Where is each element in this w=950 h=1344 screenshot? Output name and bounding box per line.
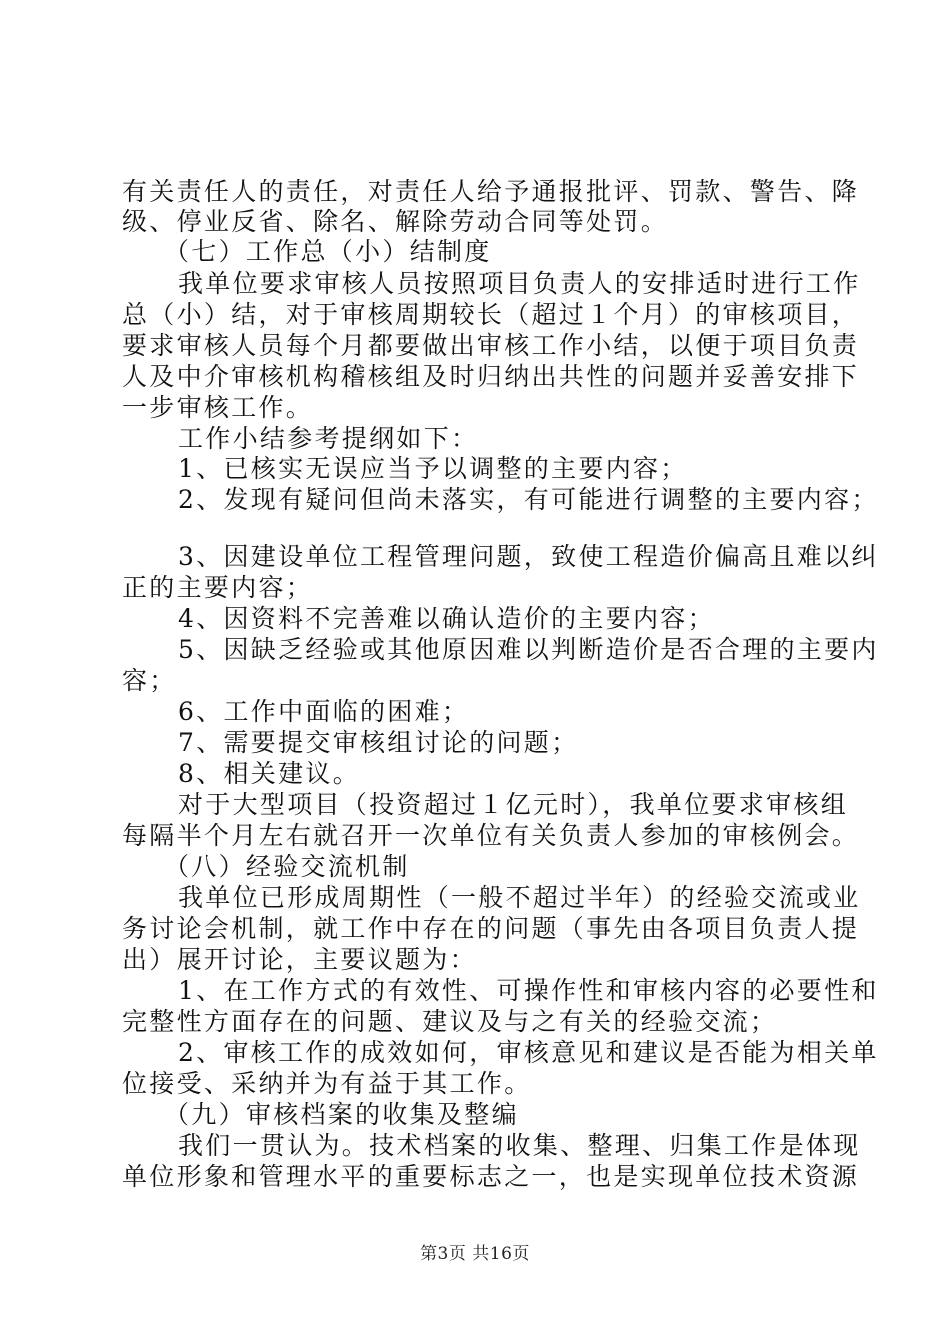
list-item: 1、已核实无误应当予以调整的主要内容；	[178, 454, 688, 483]
text-line: 每隔半个月左右就召开一次单位有关负责人参加的审核例会。	[122, 821, 860, 850]
text-line: 务讨论会机制，就工作中存在的问题（事先由各项目负责人提	[122, 914, 860, 943]
section-heading: （八）经验交流机制	[164, 852, 410, 881]
text-line: 单位形象和管理水平的重要标志之一，也是实现单位技术资源	[122, 1162, 860, 1191]
text-line: 对于大型项目（投资超过１亿元时），我单位要求审核组	[178, 790, 849, 819]
list-item: 4、因资料不完善难以确认造价的主要内容；	[178, 604, 715, 633]
list-item: 2、审核工作的成效如何，审核意见和建议是否能为相关单	[178, 1038, 879, 1067]
text-line: 工作小结参考提纲如下：	[178, 424, 479, 453]
text-line: 正的主要内容；	[122, 573, 314, 602]
text-line: 我单位要求审核人员按照项目负责人的安排适时进行工作	[178, 269, 861, 298]
page-number-footer: 第3页 共16页	[420, 1244, 530, 1264]
section-heading: （七）工作总（小）结制度	[164, 237, 492, 266]
list-item: 3、因建设单位工程管理问题，致使工程造价偏高且难以纠	[178, 542, 879, 571]
text-line: 位接受、采纳并为有益于其工作。	[122, 1069, 532, 1098]
text-line: 级、停业反省、除名、解除劳动合同等处罚。	[122, 207, 669, 236]
text-line: 有关责任人的责任，对责任人给予通报批评、罚款、警告、降	[122, 177, 860, 206]
list-item: 7、需要提交审核组讨论的问题；	[178, 728, 579, 757]
text-line: 一步审核工作。	[122, 393, 314, 422]
text-line: 容；	[122, 666, 177, 695]
list-item: 5、因缺乏经验或其他原因难以判断造价是否合理的主要内	[178, 635, 879, 664]
text-line: 我单位已形成周期性（一般不超过半年）的经验交流或业	[178, 883, 861, 912]
list-item: 8、相关建议。	[178, 759, 361, 788]
list-item: 1、在工作方式的有效性、可操作性和审核内容的必要性和	[178, 976, 879, 1005]
text-line: 出）展开讨论，主要议题为：	[122, 945, 477, 974]
list-item: 2、发现有疑问但尚未落实，有可能进行调整的主要内容；	[178, 485, 879, 514]
text-line: 要求审核人员每个月都要做出审核工作小结，以便于项目负责	[122, 331, 860, 360]
text-line: 总（小）结，对于审核周期较长（超过１个月）的审核项目，	[122, 300, 860, 329]
text-line: 完整性方面存在的问题、建议及与之有关的经验交流；	[122, 1007, 778, 1036]
section-heading: （九）审核档案的收集及整编	[164, 1100, 519, 1129]
text-line: 我们一贯认为。技术档案的收集、整理、归集工作是体现	[178, 1131, 861, 1160]
list-item: 6、工作中面临的困难；	[178, 697, 470, 726]
text-line: 人及中介审核机构稽核组及时归纳出共性的问题并妥善安排下	[122, 362, 860, 391]
